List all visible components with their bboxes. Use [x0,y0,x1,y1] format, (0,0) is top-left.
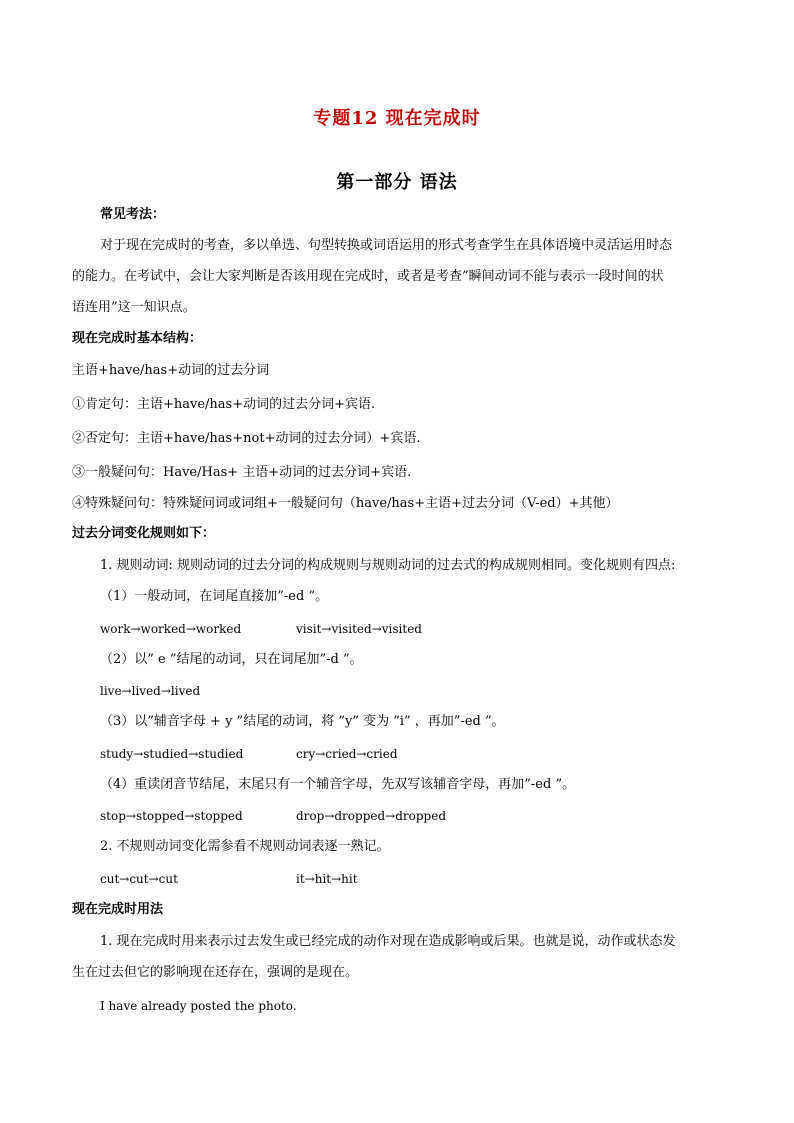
rule-line: 2. 不规则动词变化需参看不规则动词表逐一熟记。 [100,839,390,854]
paragraph-line: 语连用”这一知识点。 [72,300,196,315]
heading-usage: 现在完成时用法 [72,902,164,917]
paragraph-line: 1. 现在完成时用来表示过去发生或已经完成的动作对现在造成影响或后果。也就是说，动作或状态发 [100,934,676,949]
heading-participle: 过去分词变化规则如下： [72,526,216,541]
heading-structure: 现在完成时基本结构： [72,331,203,346]
heading-common: 常见考法： [100,207,166,222]
rule-sub: （1）一般动词，在词尾直接加”-ed ”。 [100,589,329,604]
paragraph-line: 的能力。在考试中，会让大家判断是否该用现在完成时，或者是考查”瞬间动词不能与表示一段时间的状 [72,269,664,284]
example-left: study→studied→studied [100,747,244,761]
structure-line: ①肯定句：主语+have/has+动词的过去分词+宾语. [72,397,376,412]
example-left: stop→stopped→stopped [100,809,243,823]
example-right: it→hit→hit [296,872,358,886]
rule-sub: （4）重读闭音节结尾，末尾只有一个辅音字母，先双写该辅音字母，再加”-ed ”。 [100,777,576,792]
example-right: visit→visited→visited [296,622,422,636]
structure-line: ②否定句：主语+have/has+not+动词的过去分词）+宾语. [72,431,421,446]
section-title: 第一部分 语法 [336,172,458,193]
rule-sub: （3）以”辅音字母 + y ”结尾的动词，将 ”y” 变为 ”i” ，再加”-ed ”。 [100,714,505,729]
rule-line: 1. 规则动词: 规则动词的过去分词的构成规则与规则动词的过去式的构成规则相同。变化规则有四点: [100,558,676,573]
example-right: drop→dropped→dropped [296,809,447,823]
example-left: work→worked→worked [100,622,242,636]
structure-line: 主语+have/has+动词的过去分词 [72,363,270,378]
structure-line: ④特殊疑问句：特殊疑问词或词组+一般疑问句（have/has+主语+过去分词（V-ed）+其他） [72,496,619,511]
example-left: live→lived→lived [100,684,201,698]
paragraph-line: 生在过去但它的影响现在还存在，强调的是现在。 [72,965,359,980]
page-title: 专题12 现在完成时 [313,108,481,129]
structure-line: ③一般疑问句：Have/Has+ 主语+动词的过去分词+宾语. [72,465,412,480]
rule-sub: （2）以” e ”结尾的动词，只在词尾加”-d ”。 [100,652,363,667]
paragraph-line: 对于现在完成时的考查，多以单选、句型转换或词语运用的形式考查学生在具体语境中灵活运用时态 [100,238,673,253]
example-right: cry→cried→cried [296,747,398,761]
example-left: cut→cut→cut [100,872,178,886]
example-sentence: I have already posted the photo. [100,999,297,1013]
